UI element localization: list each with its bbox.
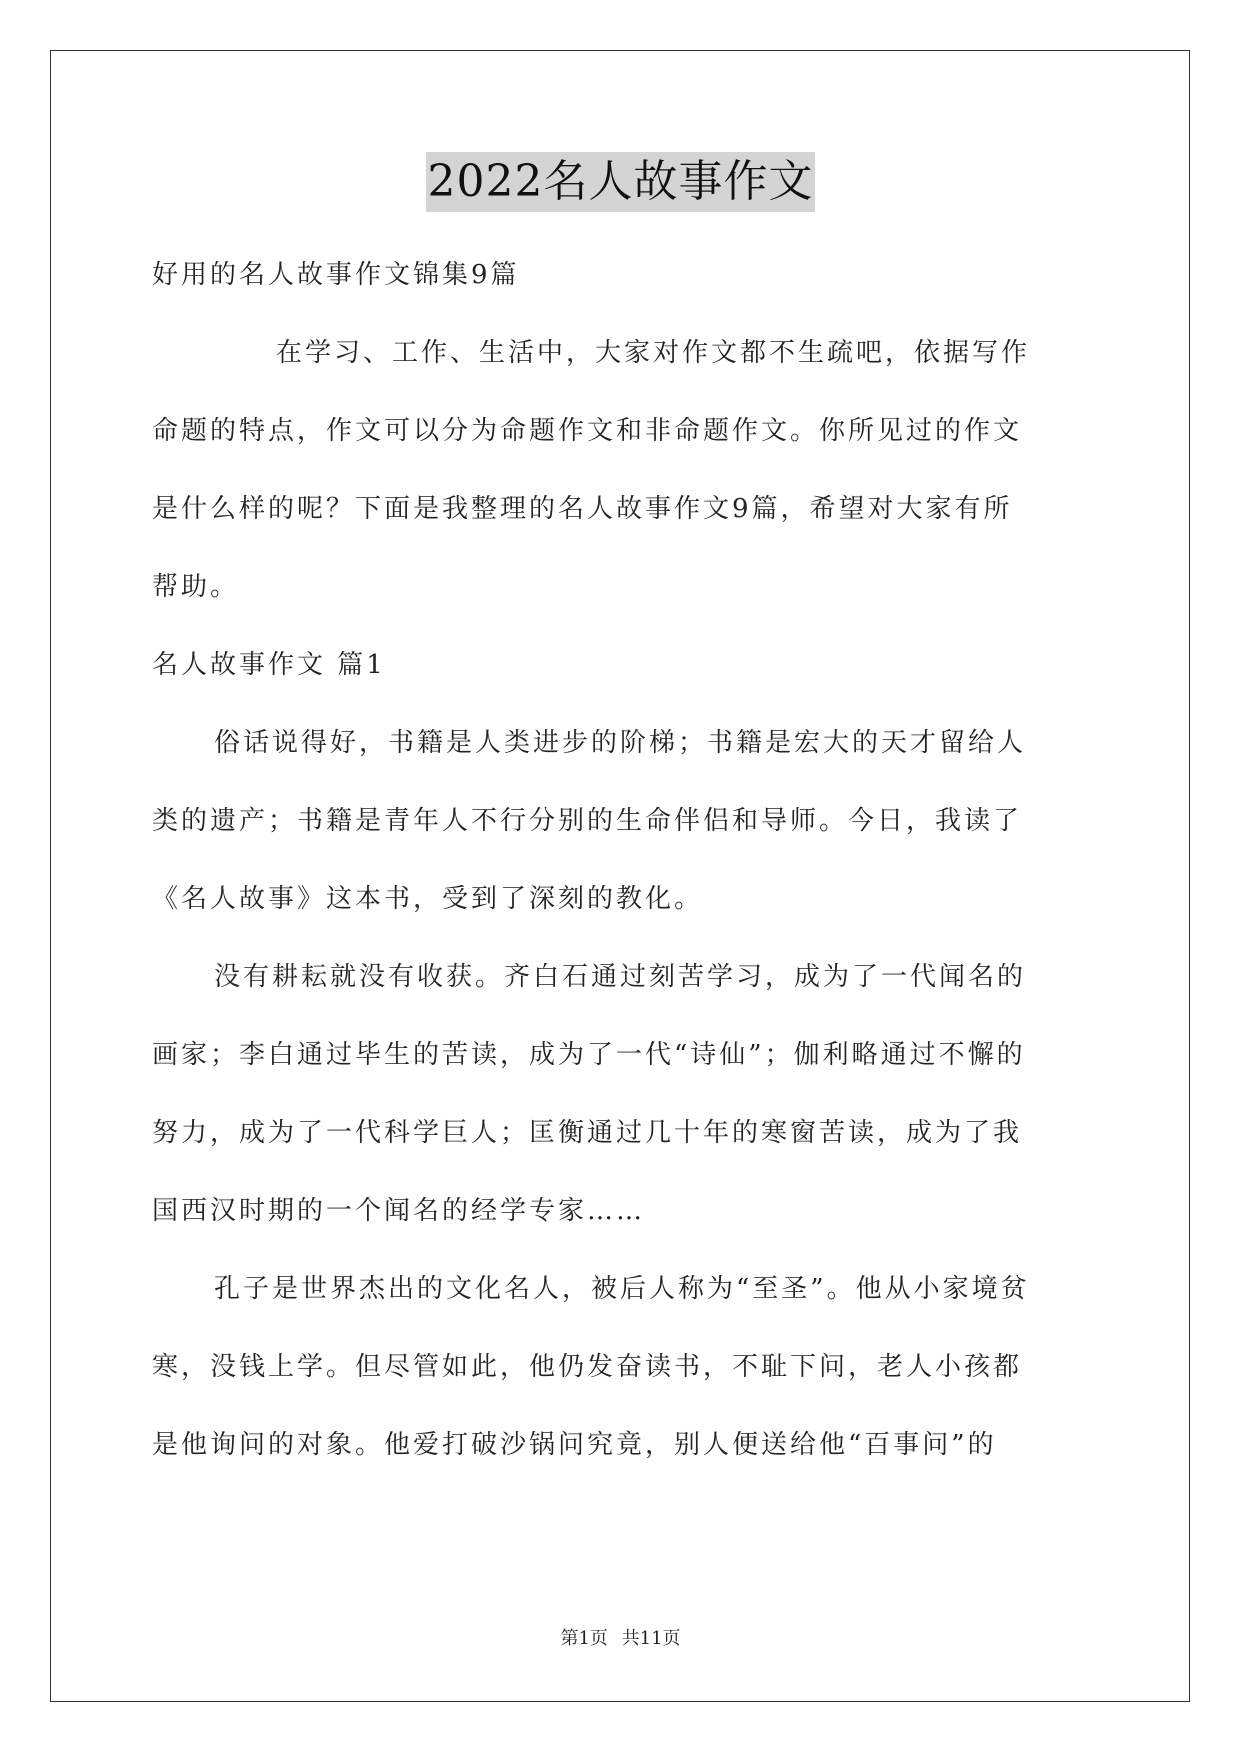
subtitle-line: 好用的名人故事作文锦集9篇 bbox=[152, 260, 520, 290]
page-footer bbox=[0, 1624, 1241, 1650]
paragraph-2-line-3: 努力，成为了一代科学巨人；匡衡通过几十年的寒窗苦读，成为了我 bbox=[152, 1118, 1023, 1148]
document-title: 2022名人故事作文 bbox=[426, 152, 816, 212]
title-container bbox=[0, 152, 1241, 212]
intro-line-4: 帮助。 bbox=[152, 572, 240, 602]
page-total: 共11页 bbox=[621, 1628, 681, 1649]
paragraph-1-line-1: 俗话说得好，书籍是人类进步的阶梯；书籍是宏大的天才留给人 bbox=[214, 728, 1027, 758]
paragraph-1-line-2: 类的遗产；书籍是青年人不行分别的生命伴侣和导师。今日，我读了 bbox=[152, 806, 1023, 836]
paragraph-3-line-1: 孔子是世界杰出的文化名人，被后人称为“至圣”。他从小家境贫 bbox=[214, 1274, 1030, 1304]
intro-line-3: 是什么样的呢？下面是我整理的名人故事作文9篇，希望对大家有所 bbox=[152, 494, 1013, 524]
section-heading: 名人故事作文 篇1 bbox=[152, 650, 386, 680]
paragraph-3-line-2: 寒，没钱上学。但尽管如此，他仍发奋读书，不耻下问，老人小孩都 bbox=[152, 1352, 1023, 1382]
paragraph-2-line-2: 画家；李白通过毕生的苦读，成为了一代“诗仙”；伽利略通过不懈的 bbox=[152, 1040, 1026, 1070]
intro-line-1: 在学习、工作、生活中，大家对作文都不生疏吧，依据写作 bbox=[276, 338, 1031, 368]
intro-line-2: 命题的特点，作文可以分为命题作文和非命题作文。你所见过的作文 bbox=[152, 416, 1023, 446]
paragraph-1-line-3: 《名人故事》这本书，受到了深刻的教化。 bbox=[152, 884, 704, 914]
paragraph-3-line-3: 是他询问的对象。他爱打破沙锅问究竟，别人便送给他“百事问”的 bbox=[152, 1430, 997, 1460]
paragraph-2-line-4: 国西汉时期的一个闻名的经学专家…… bbox=[152, 1196, 646, 1226]
paragraph-2-line-1: 没有耕耘就没有收获。齐白石通过刻苦学习，成为了一代闻名的 bbox=[214, 962, 1027, 992]
page-number: 第1页 bbox=[560, 1628, 608, 1649]
document-body bbox=[152, 236, 1092, 1484]
